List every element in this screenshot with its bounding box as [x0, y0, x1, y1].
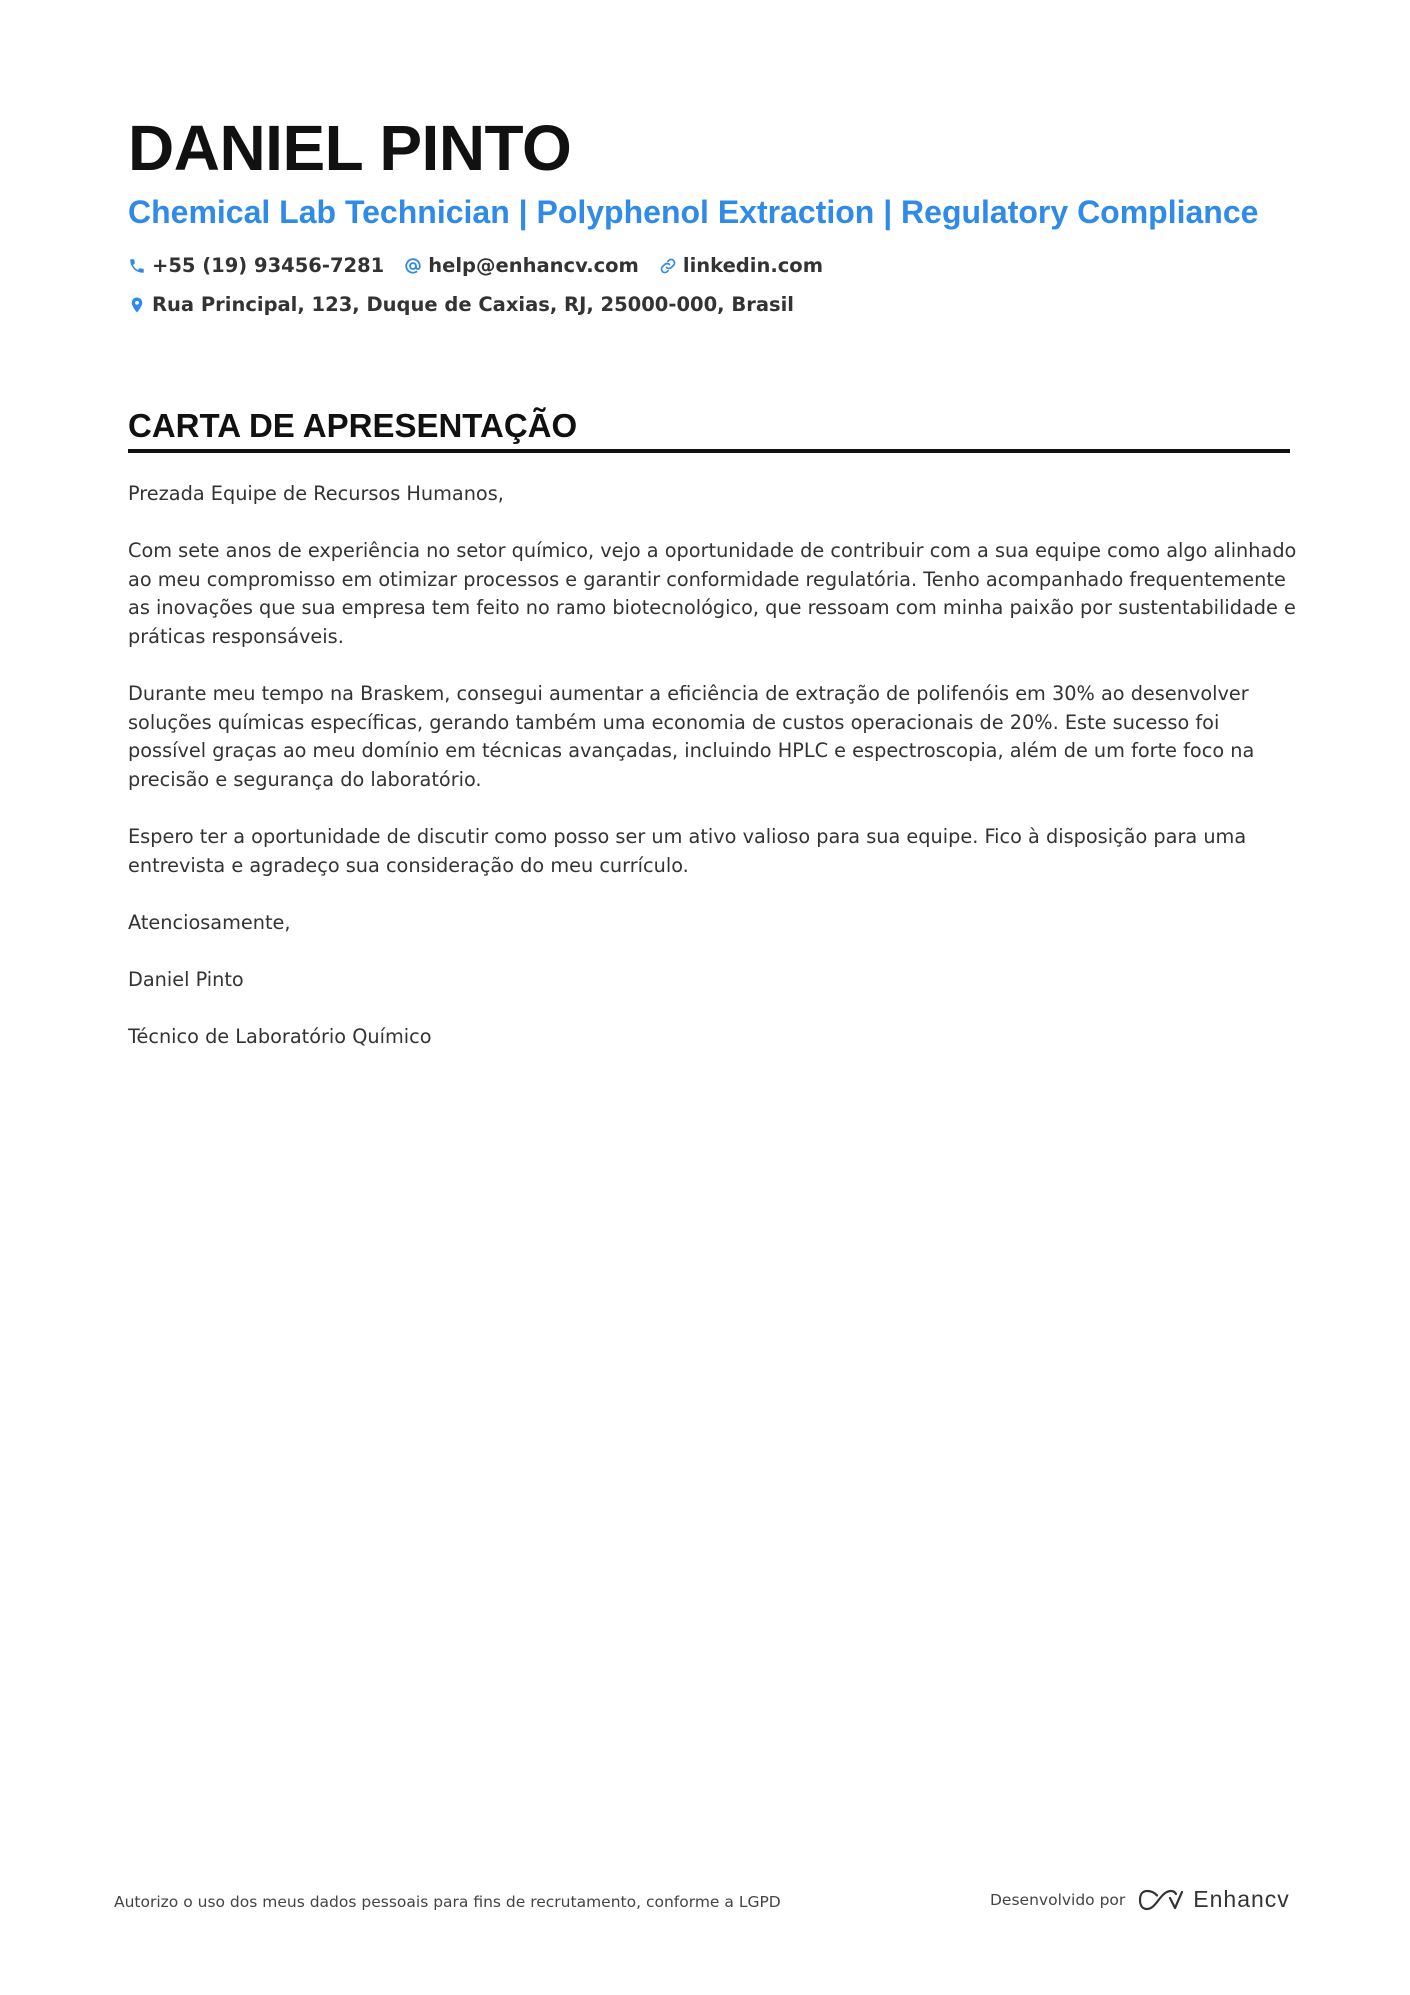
letter-closing: Atenciosamente, [128, 910, 291, 934]
candidate-headline: Chemical Lab Technician | Polyphenol Extraction | Regulatory Compliance [128, 194, 1259, 230]
letter-paragraph: Com sete anos de experiência no setor químico, vejo a oportunidade de contribuir com a sua equipe como algo alinhado ao meu compromisso em otimizar processos e garantir conformidade regulatória. Tenho acompanhado frequentemente as inovações que sua empresa tem feito no ramo biotecnológico, que ressoam com minha paixão por sustentabilidade e práticas responsáveis. [128, 539, 1297, 648]
contact-linkedin[interactable] [659, 254, 823, 277]
contact-row [128, 254, 843, 277]
candidate-name: DANIEL PINTO [128, 112, 572, 184]
section-divider [128, 449, 1290, 453]
signature-title: Técnico de Laboratório Químico [128, 1025, 432, 1049]
address-row [128, 293, 814, 316]
contact-phone[interactable] [128, 254, 384, 277]
contact-email[interactable] [404, 254, 639, 277]
at-icon [404, 257, 422, 275]
powered-by-label: Desenvolvido por [990, 1890, 1126, 1909]
link-icon [659, 257, 677, 275]
contact-address [128, 293, 794, 316]
letter-greeting: Prezada Equipe de Recursos Humanos, [128, 482, 504, 505]
footer-brand[interactable] [990, 1886, 1290, 1913]
section-title: CARTA DE APRESENTAÇÃO [128, 407, 578, 444]
address-text: Rua Principal, 123, Duque de Caxias, RJ, 25000-000, Brasil [152, 293, 794, 316]
location-pin-icon [128, 296, 146, 314]
letter-paragraph: Espero ter a oportunidade de discutir como posso ser um ativo valioso para sua equipe. Fico à disposição para uma entrevista e agradeço sua consideração do meu currículo. [128, 825, 1247, 877]
signature-name: Daniel Pinto [128, 968, 244, 992]
letter-paragraph: Durante meu tempo na Braskem, consegui aumentar a eficiência de extração de polifenóis em 30% ao desenvolver soluções químicas específicas, gerando também uma economia de custos operacionais de 20%. Este sucesso foi possível graças ao meu domínio em técnicas avançadas, incluindo HPLC e espectroscopia, além de um forte foco na precisão e segurança do laboratório. [128, 682, 1255, 791]
letter-body [128, 480, 1298, 1080]
linkedin-text: linkedin.com [682, 254, 824, 277]
phone-icon [128, 257, 146, 275]
phone-text: +55 (19) 93456-7281 [152, 254, 385, 277]
footer-consent: Autorizo o uso dos meus dados pessoais para fins de recrutamento, conforme a LGPD [114, 1893, 781, 1911]
enhancv-logo-icon [1137, 1887, 1185, 1913]
email-text: help@enhancv.com [428, 254, 639, 277]
brand-name: Enhancv [1193, 1886, 1290, 1912]
